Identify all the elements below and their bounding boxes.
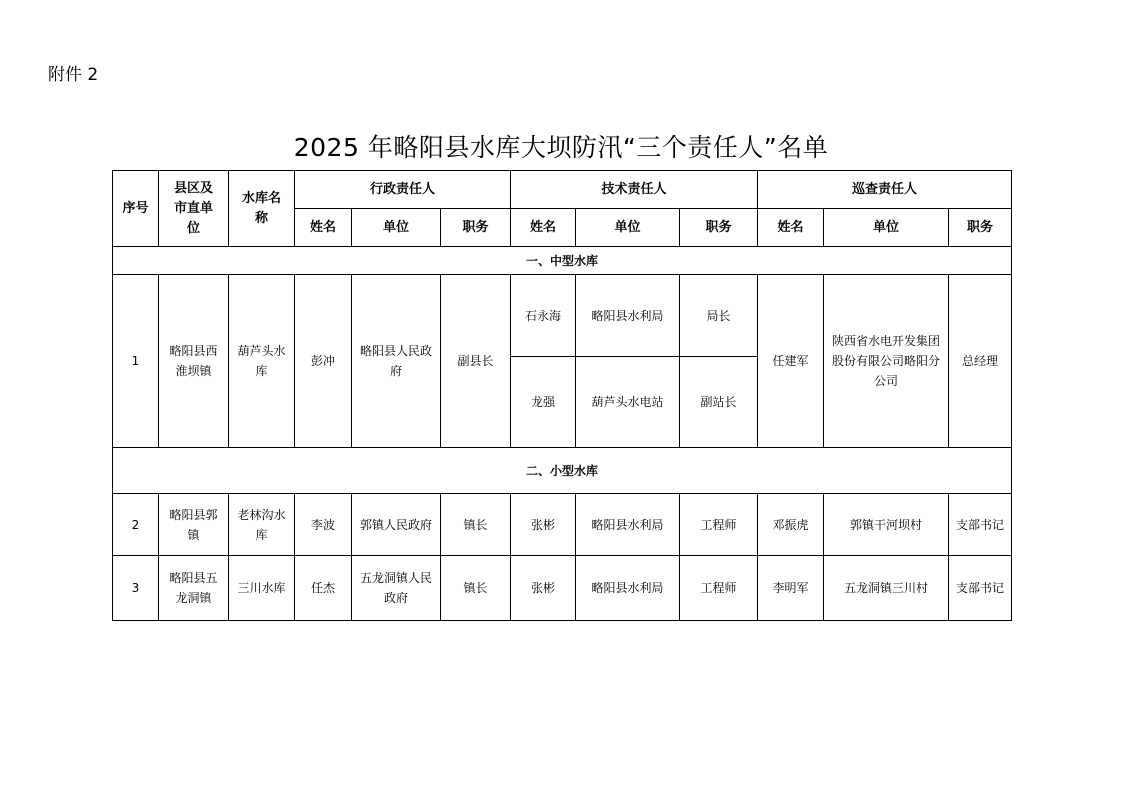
row2-tech-position: 工程师 xyxy=(680,494,758,556)
row1-patrol-name: 任建军 xyxy=(758,275,824,448)
row2-admin-position: 镇长 xyxy=(441,494,511,556)
table-row xyxy=(113,494,1012,556)
table-row xyxy=(113,275,1012,357)
row2-admin-unit: 郭镇人民政府 xyxy=(352,494,441,556)
row1-tech2-unit: 葫芦头水电站 xyxy=(576,357,680,448)
header-tech-position: 职务 xyxy=(680,209,758,247)
header-patrol-unit: 单位 xyxy=(824,209,949,247)
row1-patrol-position: 总经理 xyxy=(949,275,1012,448)
row1-tech1-position: 局长 xyxy=(680,275,758,357)
row2-tech-name: 张彬 xyxy=(511,494,576,556)
section-medium-label: 一、中型水库 xyxy=(113,247,1012,275)
header-admin-position: 职务 xyxy=(441,209,511,247)
document-title: 2025 年略阳县水库大坝防汛“三个责任人”名单 xyxy=(293,133,829,162)
row3-patrol-unit: 五龙洞镇三川村 xyxy=(824,556,949,621)
row1-tech2-position: 副站长 xyxy=(680,357,758,448)
row3-tech-name: 张彬 xyxy=(511,556,576,621)
row3-admin-name: 任杰 xyxy=(295,556,352,621)
row1-tech2-name: 龙强 xyxy=(511,357,576,448)
header-row-groups xyxy=(113,171,1012,209)
row3-seq: 3 xyxy=(113,556,159,621)
header-tech-name: 姓名 xyxy=(511,209,576,247)
header-admin-group: 行政责任人 xyxy=(295,171,511,209)
row2-patrol-name: 邓振虎 xyxy=(758,494,824,556)
row3-admin-position: 镇长 xyxy=(441,556,511,621)
row3-admin-unit: 五龙洞镇人民政府 xyxy=(352,556,441,621)
row1-tech1-name: 石永海 xyxy=(511,275,576,357)
header-patrol-group: 巡查责任人 xyxy=(758,171,1012,209)
table-row xyxy=(113,556,1012,621)
header-patrol-name: 姓名 xyxy=(758,209,824,247)
header-admin-unit: 单位 xyxy=(352,209,441,247)
responsibility-table xyxy=(112,170,1012,621)
row1-admin-unit: 略阳县人民政府 xyxy=(352,275,441,448)
header-seq: 序号 xyxy=(113,171,159,247)
header-county: 县区及市直单位 xyxy=(159,171,229,247)
header-tech-group: 技术责任人 xyxy=(511,171,758,209)
row2-admin-name: 李波 xyxy=(295,494,352,556)
row2-seq: 2 xyxy=(113,494,159,556)
row3-tech-position: 工程师 xyxy=(680,556,758,621)
attachment-label: 附件 2 xyxy=(48,65,99,85)
row1-seq: 1 xyxy=(113,275,159,448)
header-reservoir: 水库名称 xyxy=(229,171,295,247)
section-small-row xyxy=(113,448,1012,494)
header-admin-name: 姓名 xyxy=(295,209,352,247)
row1-admin-position: 副县长 xyxy=(441,275,511,448)
row1-patrol-unit: 陕西省水电开发集团股份有限公司略阳分公司 xyxy=(824,275,949,448)
row2-tech-unit: 略阳县水利局 xyxy=(576,494,680,556)
row2-county: 略阳县郭镇 xyxy=(159,494,229,556)
row3-patrol-name: 李明军 xyxy=(758,556,824,621)
row3-county: 略阳县五龙洞镇 xyxy=(159,556,229,621)
section-medium-row xyxy=(113,247,1012,275)
section-small-label: 二、小型水库 xyxy=(113,448,1012,494)
row1-county: 略阳县西淮坝镇 xyxy=(159,275,229,448)
row3-tech-unit: 略阳县水利局 xyxy=(576,556,680,621)
row2-reservoir: 老林沟水库 xyxy=(229,494,295,556)
row3-patrol-position: 支部书记 xyxy=(949,556,1012,621)
header-tech-unit: 单位 xyxy=(576,209,680,247)
row2-patrol-position: 支部书记 xyxy=(949,494,1012,556)
row1-tech1-unit: 略阳县水利局 xyxy=(576,275,680,357)
header-patrol-position: 职务 xyxy=(949,209,1012,247)
row1-reservoir: 葫芦头水库 xyxy=(229,275,295,448)
row1-admin-name: 彭冲 xyxy=(295,275,352,448)
row3-reservoir: 三川水库 xyxy=(229,556,295,621)
row2-patrol-unit: 郭镇干河坝村 xyxy=(824,494,949,556)
